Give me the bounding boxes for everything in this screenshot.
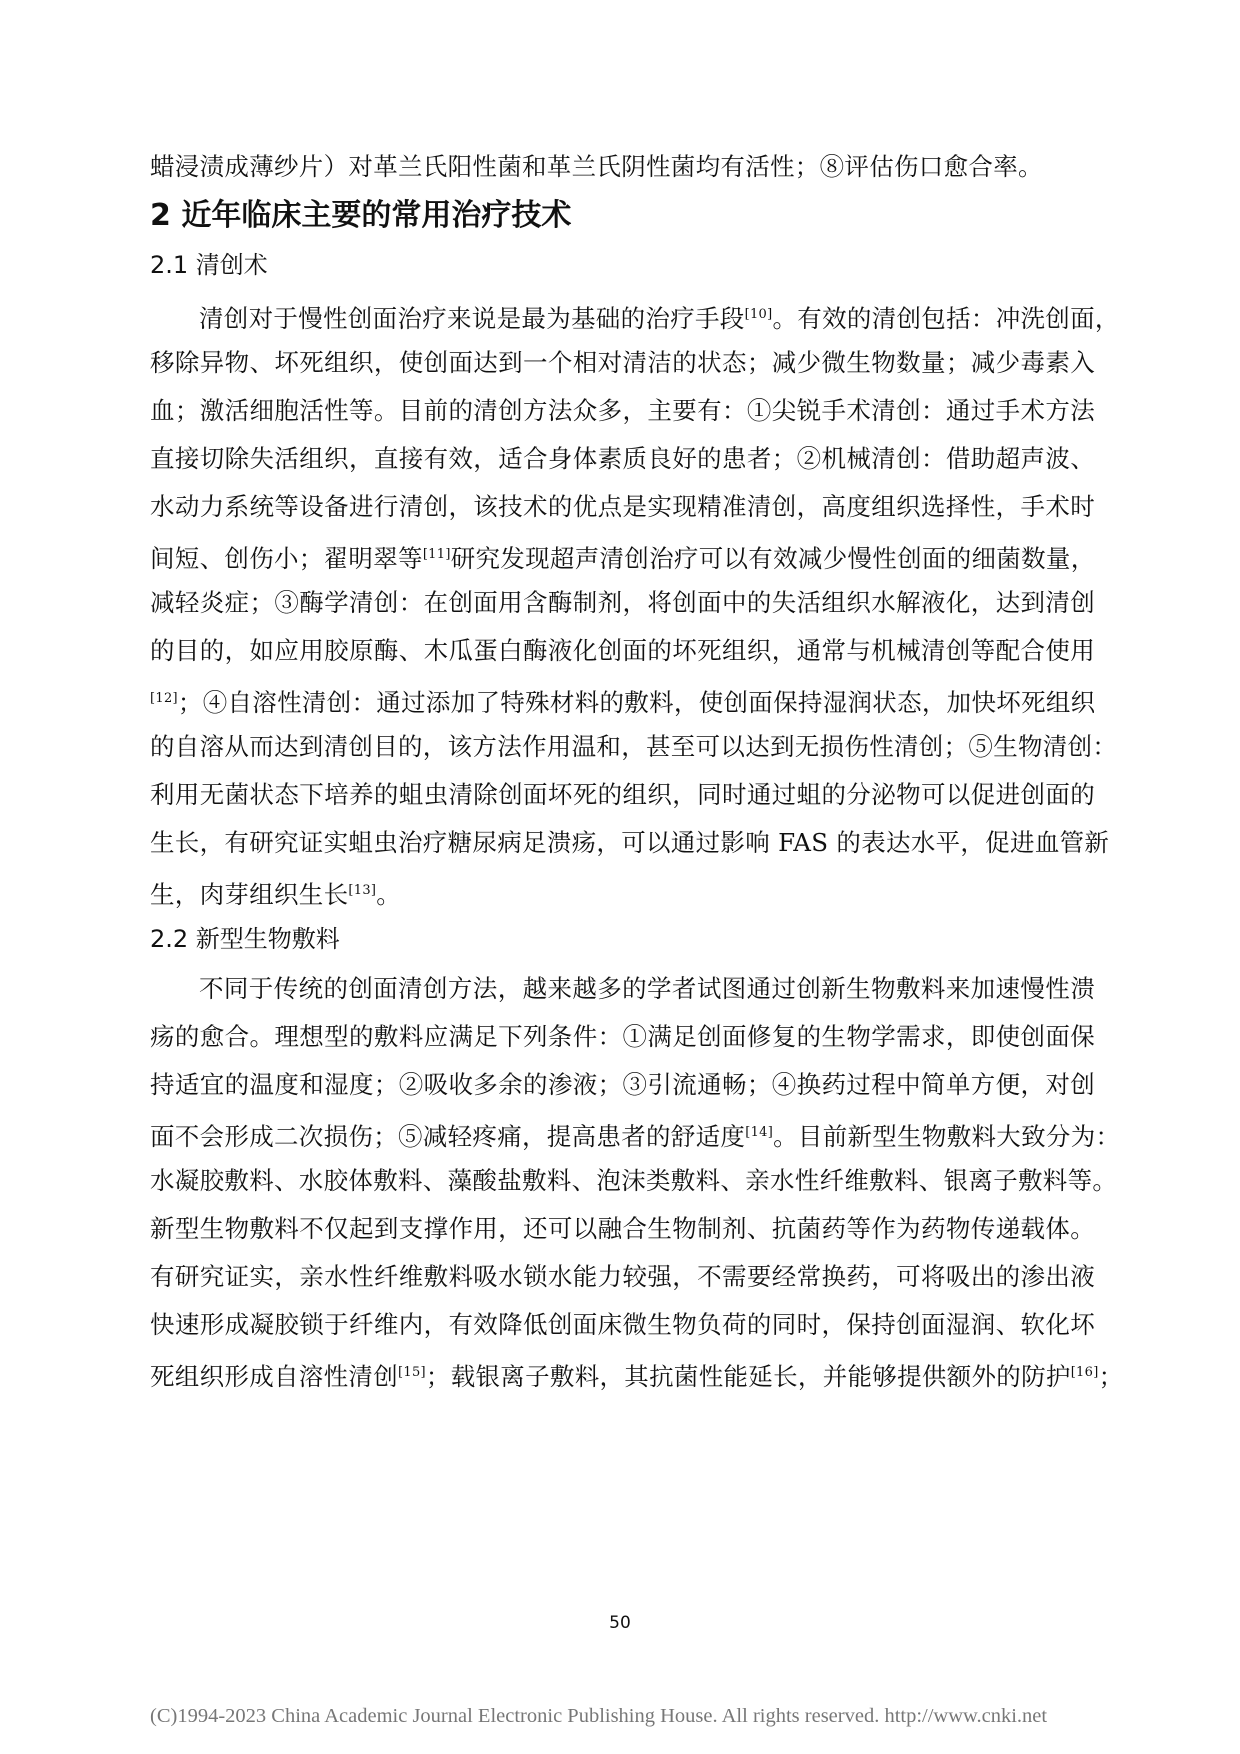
body-text-line: 的自溶从而达到清创目的，该方法作用温和，甚至可以达到无损伤性清创；⑤生物清创： (150, 732, 1118, 761)
body-text-line: 有研究证实，亲水性纤维敷料吸水锁水能力较强，不需要经常换药，可将吸出的渗出液 (150, 1262, 1095, 1291)
body-text-line: 死组织形成自溶性清创[15]；载银离子敷料，其抗菌性能延长，并能够提供额外的防护[16]； (150, 1362, 1124, 1392)
body-text-line: 间短、创伤小；翟明翠等[11]研究发现超声清创治疗可以有效减少慢性创面的细菌数量， (150, 544, 1096, 574)
section-heading: 2 近年临床主要的常用治疗技术 (150, 198, 572, 233)
body-text-line: 蜡浸渍成薄纱片）对革兰氏阳性菌和革兰氏阴性菌均有活性；⑧评估伤口愈合率。 (150, 152, 1043, 181)
body-text-line: 利用无菌状态下培养的蛆虫清除创面坏死的组织，同时通过蛆的分泌物可以促进创面的 (150, 780, 1095, 809)
body-text-line: 血；激活细胞活性等。目前的清创方法众多，主要有：①尖锐手术清创：通过手术方法 (150, 396, 1095, 425)
body-text-line: 直接切除失活组织，直接有效，适合身体素质良好的患者；②机械清创：借助超声波、 (150, 444, 1095, 473)
body-text-line: 持适宜的温度和湿度；②吸收多余的渗液；③引流通畅；④换药过程中简单方便，对创 (150, 1070, 1095, 1099)
body-text-line: 水动力系统等设备进行清创，该技术的优点是实现精准清创，高度组织选择性，手术时 (150, 492, 1095, 521)
body-text-line: 快速形成凝胶锁于纤维内，有效降低创面床微生物负荷的同时，保持创面湿润、软化坏 (150, 1310, 1095, 1339)
body-text-line: 生长，有研究证实蛆虫治疗糖尿病足溃疡，可以通过影响 FAS 的表达水平，促进血管新 (150, 828, 1110, 857)
body-text-line: 清创对于慢性创面治疗来说是最为基础的治疗手段[10]。有效的清创包括：冲洗创面， (199, 304, 1120, 334)
body-text-line: 减轻炎症；③酶学清创：在创面用含酶制剂，将创面中的失活组织水解液化，达到清创 (150, 588, 1095, 617)
body-text-line: 不同于传统的创面清创方法，越来越多的学者试图通过创新生物敷料来加速慢性溃 (199, 974, 1095, 1003)
citation-ref: [10] (744, 307, 773, 322)
body-text-line: [12]；④自溶性清创：通过添加了特殊材料的敷料，使创面保持湿润状态，加快坏死组织 (150, 688, 1096, 718)
body-text-line: 疡的愈合。理想型的敷料应满足下列条件：①满足创面修复的生物学需求，即使创面保 (150, 1022, 1095, 1051)
body-text-line: 生，肉芽组织生长[13]。 (150, 880, 402, 910)
citation-ref: [11] (422, 547, 451, 562)
citation-ref: [16] (1070, 1365, 1099, 1380)
body-text-line: 面不会形成二次损伤；⑤减轻疼痛，提高患者的舒适度[14]。目前新型生物敷料大致分为： (150, 1122, 1121, 1152)
citation-ref: [14] (745, 1125, 774, 1140)
body-text-line: 移除异物、坏死组织，使创面达到一个相对清洁的状态；减少微生物数量；减少毒素入 (150, 348, 1095, 377)
subsection-heading: 2.2 新型生物敷料 (150, 925, 340, 953)
page-number: 50 (609, 1613, 631, 1633)
copyright-footer: (C)1994-2023 China Academic Journal Electronic Publishing House. All rights reserved. http://www.cnki.net (150, 1705, 1048, 1727)
citation-ref: [12] (150, 691, 178, 706)
body-text-line: 水凝胶敷料、水胶体敷料、藻酸盐敷料、泡沫类敷料、亲水性纤维敷料、银离子敷料等。 (150, 1166, 1118, 1195)
body-text-line: 的目的，如应用胶原酶、木瓜蛋白酶液化创面的坏死组织，通常与机械清创等配合使用 (150, 636, 1095, 665)
body-text-line: 新型生物敷料不仅起到支撑作用，还可以融合生物制剂、抗菌药等作为药物传递载体。 (150, 1214, 1095, 1243)
citation-ref: [13] (348, 883, 377, 898)
subsection-heading: 2.1 清创术 (150, 251, 268, 279)
citation-ref: [15] (398, 1365, 426, 1380)
